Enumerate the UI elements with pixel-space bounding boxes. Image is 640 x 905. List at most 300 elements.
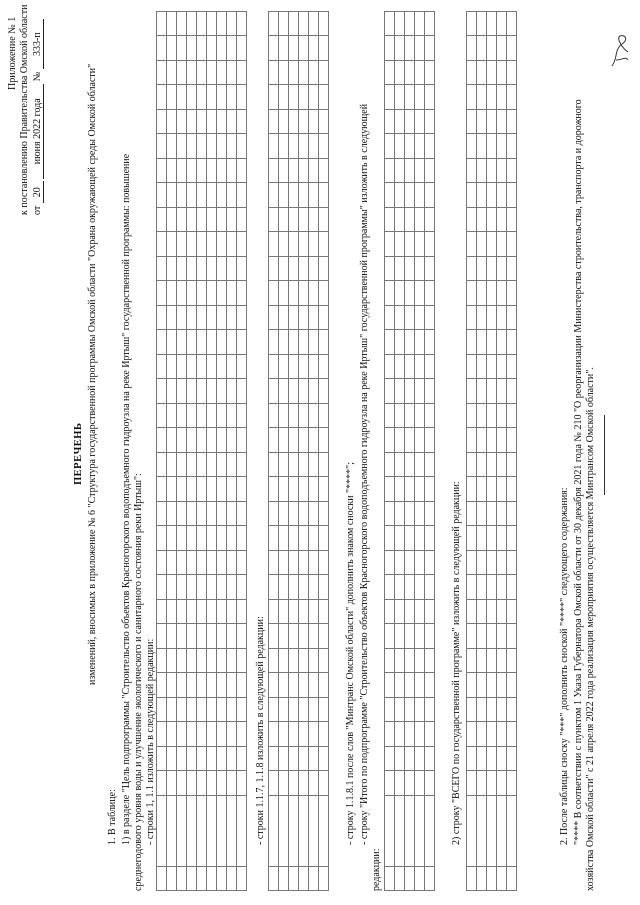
table-cell <box>299 183 309 207</box>
table-cell <box>227 109 237 133</box>
table-cell <box>167 207 177 231</box>
table-cell <box>157 109 167 133</box>
table-cell <box>187 648 197 672</box>
table-cell <box>425 501 435 525</box>
table-cell <box>395 109 405 133</box>
table-cell <box>415 256 425 280</box>
table-cell <box>467 60 477 84</box>
table-row <box>217 12 227 891</box>
table-cell <box>197 550 207 574</box>
table-cell <box>477 232 487 256</box>
footnote-line-2: хозяйства Омской области" с 21 апреля 2022 года реализация мероприятия осуществляется Минтрансом Омской области". <box>585 367 596 891</box>
table-cell <box>385 428 395 452</box>
table-cell <box>237 158 247 182</box>
table-cell <box>207 575 217 599</box>
table-cell <box>177 697 187 721</box>
table-cell <box>405 109 415 133</box>
table-cell <box>227 673 237 697</box>
table-cell <box>197 428 207 452</box>
table-cell <box>217 648 227 672</box>
table-cell <box>497 256 507 280</box>
table-cell <box>497 379 507 403</box>
table-row <box>157 12 167 891</box>
table-cell <box>289 134 299 158</box>
table-cell <box>269 281 279 305</box>
table-cell <box>405 550 415 574</box>
table-cell <box>177 599 187 623</box>
table-cell <box>385 109 395 133</box>
table-cell <box>187 771 197 795</box>
table-cell <box>217 501 227 525</box>
table-cell <box>167 403 177 427</box>
table-cell <box>477 866 487 890</box>
table-cell <box>385 330 395 354</box>
table-cell <box>415 12 425 37</box>
table-cell <box>319 183 329 207</box>
table-cell <box>299 550 309 574</box>
table-cell <box>237 379 247 403</box>
table-cell <box>467 207 477 231</box>
table-cell <box>425 183 435 207</box>
table-cell <box>467 36 477 60</box>
table-cell <box>177 771 187 795</box>
table-cell <box>395 526 405 550</box>
table-cell <box>207 722 217 746</box>
table-cell <box>167 697 177 721</box>
table-cell <box>289 477 299 501</box>
table-cell <box>415 428 425 452</box>
table-cell <box>309 673 319 697</box>
table-cell <box>507 183 517 207</box>
table-cell <box>269 746 279 770</box>
table-cell <box>309 134 319 158</box>
table-cell <box>467 403 477 427</box>
table-cell <box>187 379 197 403</box>
table-cell <box>279 379 289 403</box>
number-prefix: № <box>32 71 43 82</box>
table-cell <box>237 354 247 378</box>
table-cell <box>497 575 507 599</box>
table-cell <box>395 158 405 182</box>
table-cell <box>289 526 299 550</box>
table-cell <box>385 722 395 746</box>
table-cell <box>507 403 517 427</box>
table-cell <box>507 648 517 672</box>
table-cell <box>385 673 395 697</box>
table-cell <box>187 428 197 452</box>
table-row <box>497 12 507 891</box>
table-cell <box>227 134 237 158</box>
table-cell <box>217 305 227 329</box>
table-cell <box>319 477 329 501</box>
decree-date-line <box>33 19 44 215</box>
table-cell <box>167 109 177 133</box>
table-row <box>167 12 177 891</box>
table-cell <box>177 403 187 427</box>
table-cell <box>415 550 425 574</box>
table-cell <box>197 866 207 890</box>
table-cell <box>319 526 329 550</box>
table-row <box>477 12 487 891</box>
table-cell <box>385 403 395 427</box>
table-cell <box>177 575 187 599</box>
table-cell <box>299 158 309 182</box>
table-cell <box>279 452 289 476</box>
table-cell <box>507 60 517 84</box>
table-cell <box>237 403 247 427</box>
table-cell <box>487 158 497 182</box>
table-cell <box>289 624 299 648</box>
table-cell <box>157 526 167 550</box>
table-cell <box>309 256 319 280</box>
table-cell <box>395 501 405 525</box>
table-cell <box>507 379 517 403</box>
table-cell <box>217 281 227 305</box>
table-cell <box>157 403 167 427</box>
table-cell <box>207 281 217 305</box>
table-cell <box>289 550 299 574</box>
table-cell <box>157 158 167 182</box>
table-cell <box>487 330 497 354</box>
table-cell <box>157 648 167 672</box>
table-cell <box>497 624 507 648</box>
table-cell <box>467 232 477 256</box>
table-cell <box>279 256 289 280</box>
table-cell <box>157 477 167 501</box>
table-cell <box>507 207 517 231</box>
table-cell <box>425 36 435 60</box>
table-cell <box>177 866 187 890</box>
table-cell <box>487 501 497 525</box>
table-cell <box>177 134 187 158</box>
table-cell <box>405 232 415 256</box>
table-cell <box>197 477 207 501</box>
date-prefix: от <box>32 205 43 215</box>
table-cell <box>415 477 425 501</box>
table-cell <box>425 866 435 890</box>
table-cell <box>309 599 319 623</box>
table-cell <box>319 85 329 109</box>
table-cell <box>207 12 217 37</box>
table-cell <box>217 60 227 84</box>
table-cell <box>207 428 217 452</box>
table-cell <box>299 477 309 501</box>
closing-rule <box>604 415 605 495</box>
table-cell <box>415 866 425 890</box>
table-cell <box>157 281 167 305</box>
table-cell <box>167 673 177 697</box>
table-cell <box>177 281 187 305</box>
table-cell <box>227 866 237 890</box>
table-cell <box>187 183 197 207</box>
table-cell <box>207 85 217 109</box>
table-cell <box>269 256 279 280</box>
table-cell <box>167 550 177 574</box>
table-cell <box>299 452 309 476</box>
table-cell <box>217 403 227 427</box>
table-cell <box>269 452 279 476</box>
table-cell <box>197 648 207 672</box>
table-cell <box>269 354 279 378</box>
table-cell <box>157 183 167 207</box>
table-cell <box>507 330 517 354</box>
table-cell <box>197 403 207 427</box>
table-cell <box>177 12 187 37</box>
table-cell <box>299 771 309 795</box>
table-cell <box>319 207 329 231</box>
table-cell <box>309 379 319 403</box>
document-title: ПЕРЕЧЕНЬ <box>73 422 84 485</box>
table-cell <box>405 866 415 890</box>
table-cell <box>289 452 299 476</box>
table-cell <box>395 452 405 476</box>
table-cell <box>497 281 507 305</box>
table-cell <box>309 722 319 746</box>
table-cell <box>497 550 507 574</box>
table-row <box>279 12 289 891</box>
table-cell <box>289 109 299 133</box>
table-cell <box>177 477 187 501</box>
table-cell <box>167 526 177 550</box>
table-cell <box>405 746 415 770</box>
table-cell <box>497 722 507 746</box>
table-cell <box>157 722 167 746</box>
table-cell <box>405 354 415 378</box>
table-cell <box>187 134 197 158</box>
table-cell <box>309 36 319 60</box>
table-cell <box>319 330 329 354</box>
table-cell <box>187 85 197 109</box>
table-cell <box>425 795 435 866</box>
table-cell <box>385 771 395 795</box>
table-cell <box>507 428 517 452</box>
table-cell <box>187 866 197 890</box>
table-cell <box>237 428 247 452</box>
table-cell <box>415 795 425 866</box>
table-cell <box>289 673 299 697</box>
table-cell <box>507 501 517 525</box>
table-cell <box>405 795 415 866</box>
signature-mark <box>608 30 632 70</box>
table-cell <box>157 624 167 648</box>
table-cell <box>157 12 167 37</box>
table-cell <box>425 330 435 354</box>
table-cell <box>217 526 227 550</box>
table-cell <box>227 305 237 329</box>
table-cell <box>467 379 477 403</box>
table-cell <box>477 305 487 329</box>
table-cell <box>385 501 395 525</box>
table-cell <box>269 207 279 231</box>
table-cell <box>227 183 237 207</box>
table-cell <box>415 207 425 231</box>
document-subtitle: изменений, вносимых в приложение № 6 "Структура государственной программы Омской области "Охрана окружающей среды Омской области" <box>87 63 98 685</box>
table-cell <box>237 624 247 648</box>
table-cell <box>197 12 207 37</box>
paragraph-1-line-2: среднегодового уровня воды и улучшение экологического и санитарного состояния реки Иртыш": <box>133 473 144 891</box>
table-cell <box>309 575 319 599</box>
table-cell <box>487 109 497 133</box>
table-cell <box>477 330 487 354</box>
table-cell <box>507 36 517 60</box>
table-cell <box>415 60 425 84</box>
table-cell <box>227 722 237 746</box>
table-cell <box>405 526 415 550</box>
table-cell <box>487 866 497 890</box>
table-cell <box>507 158 517 182</box>
table-cell <box>289 12 299 37</box>
table-cell <box>207 109 217 133</box>
table-cell <box>167 354 177 378</box>
table-cell <box>497 477 507 501</box>
table-cell <box>487 722 497 746</box>
table-cell <box>425 134 435 158</box>
table-cell <box>289 599 299 623</box>
table-cell <box>467 281 477 305</box>
table-cell <box>269 305 279 329</box>
table-cell <box>197 722 207 746</box>
table-cell <box>197 109 207 133</box>
table-cell <box>425 232 435 256</box>
table-cell <box>299 526 309 550</box>
table-cell <box>309 795 319 866</box>
table-cell <box>227 207 237 231</box>
table-cell <box>299 36 309 60</box>
table-cell <box>197 158 207 182</box>
table-cell <box>467 501 477 525</box>
table-cell <box>497 12 507 37</box>
table-row <box>487 12 497 891</box>
table-cell <box>299 722 309 746</box>
table-cell <box>279 36 289 60</box>
table-cell <box>207 477 217 501</box>
paragraph-2: - строки 1.1.7, 1.1.8 изложить в следующей редакции: <box>255 616 266 845</box>
table-cell <box>319 428 329 452</box>
table-cell <box>415 134 425 158</box>
table-cell <box>395 330 405 354</box>
table-cell <box>207 207 217 231</box>
table-cell <box>415 232 425 256</box>
table-cell <box>425 281 435 305</box>
table-cell <box>197 256 207 280</box>
table-cell <box>177 158 187 182</box>
table-cell <box>157 575 167 599</box>
table-cell <box>207 599 217 623</box>
table-cell <box>299 697 309 721</box>
table-cell <box>507 599 517 623</box>
table-cell <box>237 85 247 109</box>
paragraph-5: 2) строку "ВСЕГО по государственной программе" изложить в следующей редакции: <box>451 481 462 845</box>
table-cell <box>425 158 435 182</box>
decree-number: 333-п <box>33 19 44 69</box>
table-cell <box>269 866 279 890</box>
table-cell <box>187 12 197 37</box>
table-cell <box>217 477 227 501</box>
table-cell <box>395 207 405 231</box>
table-cell <box>319 795 329 866</box>
table-cell <box>217 746 227 770</box>
table-cell <box>279 501 289 525</box>
table-cell <box>279 550 289 574</box>
table-cell <box>279 85 289 109</box>
table-cell <box>467 305 477 329</box>
table-cell <box>507 305 517 329</box>
table-cell <box>227 256 237 280</box>
table-cell <box>425 85 435 109</box>
table-cell <box>487 354 497 378</box>
table-cell <box>187 526 197 550</box>
table-cell <box>299 379 309 403</box>
table-cell <box>415 746 425 770</box>
table-cell <box>279 330 289 354</box>
table-cell <box>487 746 497 770</box>
table-cell <box>227 477 237 501</box>
table-cell <box>415 36 425 60</box>
table-cell <box>415 599 425 623</box>
table-cell <box>269 12 279 37</box>
table-cell <box>187 624 197 648</box>
table-row <box>187 12 197 891</box>
table-cell <box>415 722 425 746</box>
table-cell <box>467 330 477 354</box>
table-cell <box>507 109 517 133</box>
table-cell <box>385 697 395 721</box>
table-cell <box>269 330 279 354</box>
table-cell <box>237 12 247 37</box>
table-cell <box>167 232 177 256</box>
table-cell <box>187 354 197 378</box>
table-cell <box>157 354 167 378</box>
table-cell <box>237 648 247 672</box>
table-cell <box>319 866 329 890</box>
table-cell <box>487 60 497 84</box>
table-cell <box>289 795 299 866</box>
table-cell <box>395 477 405 501</box>
table-cell <box>187 599 197 623</box>
table-cell <box>167 746 177 770</box>
table-cell <box>167 599 177 623</box>
paragraph-4-line-1: - строку "Итого по подпрограмме "Строительство объектов Красногорского водоподъемного гидроузла на реке Иртыш" государственной программы" изложить в следующей <box>359 103 370 845</box>
table-cell <box>207 795 217 866</box>
table-cell <box>167 36 177 60</box>
table-cell <box>167 648 177 672</box>
table-cell <box>177 207 187 231</box>
table-cell <box>187 36 197 60</box>
table-cell <box>197 354 207 378</box>
table-cell <box>227 771 237 795</box>
table-cell <box>405 575 415 599</box>
table-cell <box>237 866 247 890</box>
table-cell <box>467 648 477 672</box>
table-cell <box>157 599 167 623</box>
table-cell <box>157 673 167 697</box>
table-cell <box>507 795 517 866</box>
table-cell <box>167 795 177 866</box>
table-cell <box>405 60 415 84</box>
table-cell <box>477 158 487 182</box>
footnote-line-1: "**** В соответствии с пунктом 1 Указа Губернатора Омской области от 30 декабря 2021 года № 210 "О реорганизации Министерства строительства, транспорта и дорожного <box>573 99 584 845</box>
table-cell <box>467 477 477 501</box>
table-cell <box>269 697 279 721</box>
table-cell <box>177 36 187 60</box>
table-cell <box>237 305 247 329</box>
table-cell <box>187 281 197 305</box>
table-cell <box>497 354 507 378</box>
table-cell <box>187 697 197 721</box>
table-cell <box>319 134 329 158</box>
table-cell <box>385 550 395 574</box>
table-cell <box>167 624 177 648</box>
